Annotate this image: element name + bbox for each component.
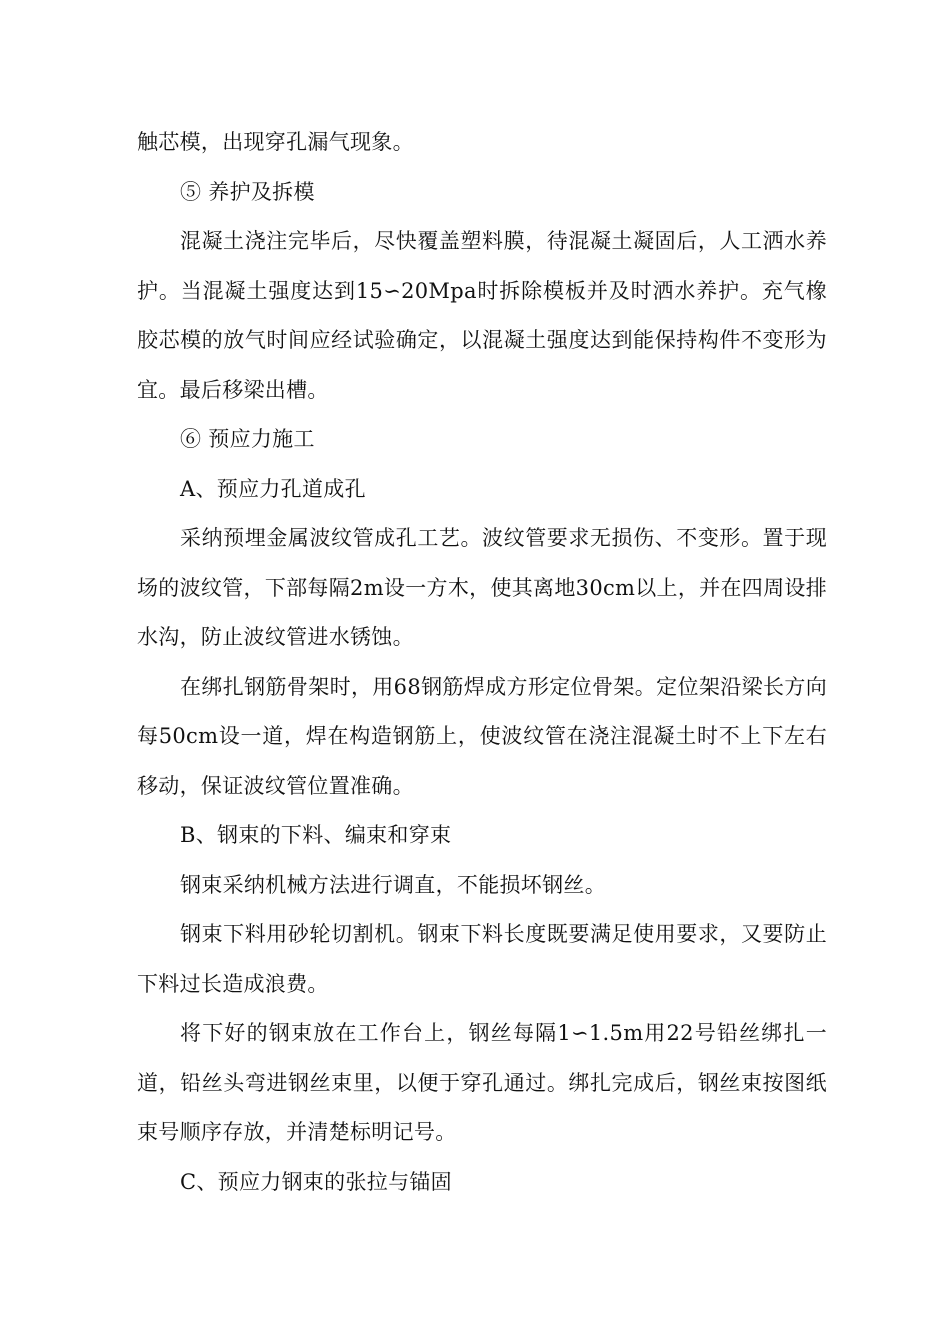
paragraph-curing: 混凝土浇注完毕后，尽快覆盖塑料膜，待混凝土凝固后，人工洒水养护。当混凝土强度达到15∽20Mpa时拆除模板并及时洒水养护。充气橡胶芯模的放气时间应经试验确定，以混凝土强度达到能保持构件不变形为宜。最后移梁出槽。	[137, 229, 827, 402]
paragraph-bundling: 将下好的钢束放在工作台上，钢丝每隔1∽1.5m用22号铅丝绑扎一道，铅丝头弯进钢丝束里，以便于穿孔通过。绑扎完成后，钢丝束按图纸束号顺序存放，并清楚标明记号。	[137, 1021, 827, 1144]
subheading-tendon-cutting: B、钢束的下料、编束和穿束	[180, 823, 452, 847]
paragraph-cutting: 钢束下料用砂轮切割机。钢束下料长度既要满足使用要求，又要防止下料过长造成浪费。	[137, 922, 827, 996]
paragraph-continuation: 触芯模，出现穿孔漏气现象。	[137, 130, 414, 154]
paragraph-straightening: 钢束采纳机械方法进行调直，不能损坏钢丝。	[180, 872, 606, 897]
subheading-duct-forming: A、预应力孔道成孔	[180, 476, 366, 501]
subheading-tensioning: C、预应力钢束的张拉与锚固	[180, 1169, 452, 1194]
section-heading-prestress: ⑥ 预应力施工	[180, 427, 315, 451]
paragraph-corrugated-pipe: 采纳预埋金属波纹管成孔工艺。波纹管要求无损伤、不变形。置于现场的波纹管，下部每隔2m设一方木，使其离地30cm以上，并在四周设排水沟，防止波纹管进水锈蚀。	[137, 526, 827, 649]
paragraph-positioning-frame: 在绑扎钢筋骨架时，用68钢筋焊成方形定位骨架。定位架沿梁长方向每50cm设一道，焊在构造钢筋上，使波纹管在浇注混凝土时不上下左右移动，保证波纹管位置准确。	[137, 674, 827, 798]
document-body	[137, 118, 827, 1207]
section-heading-curing: ⑤ 养护及拆模	[180, 179, 315, 204]
